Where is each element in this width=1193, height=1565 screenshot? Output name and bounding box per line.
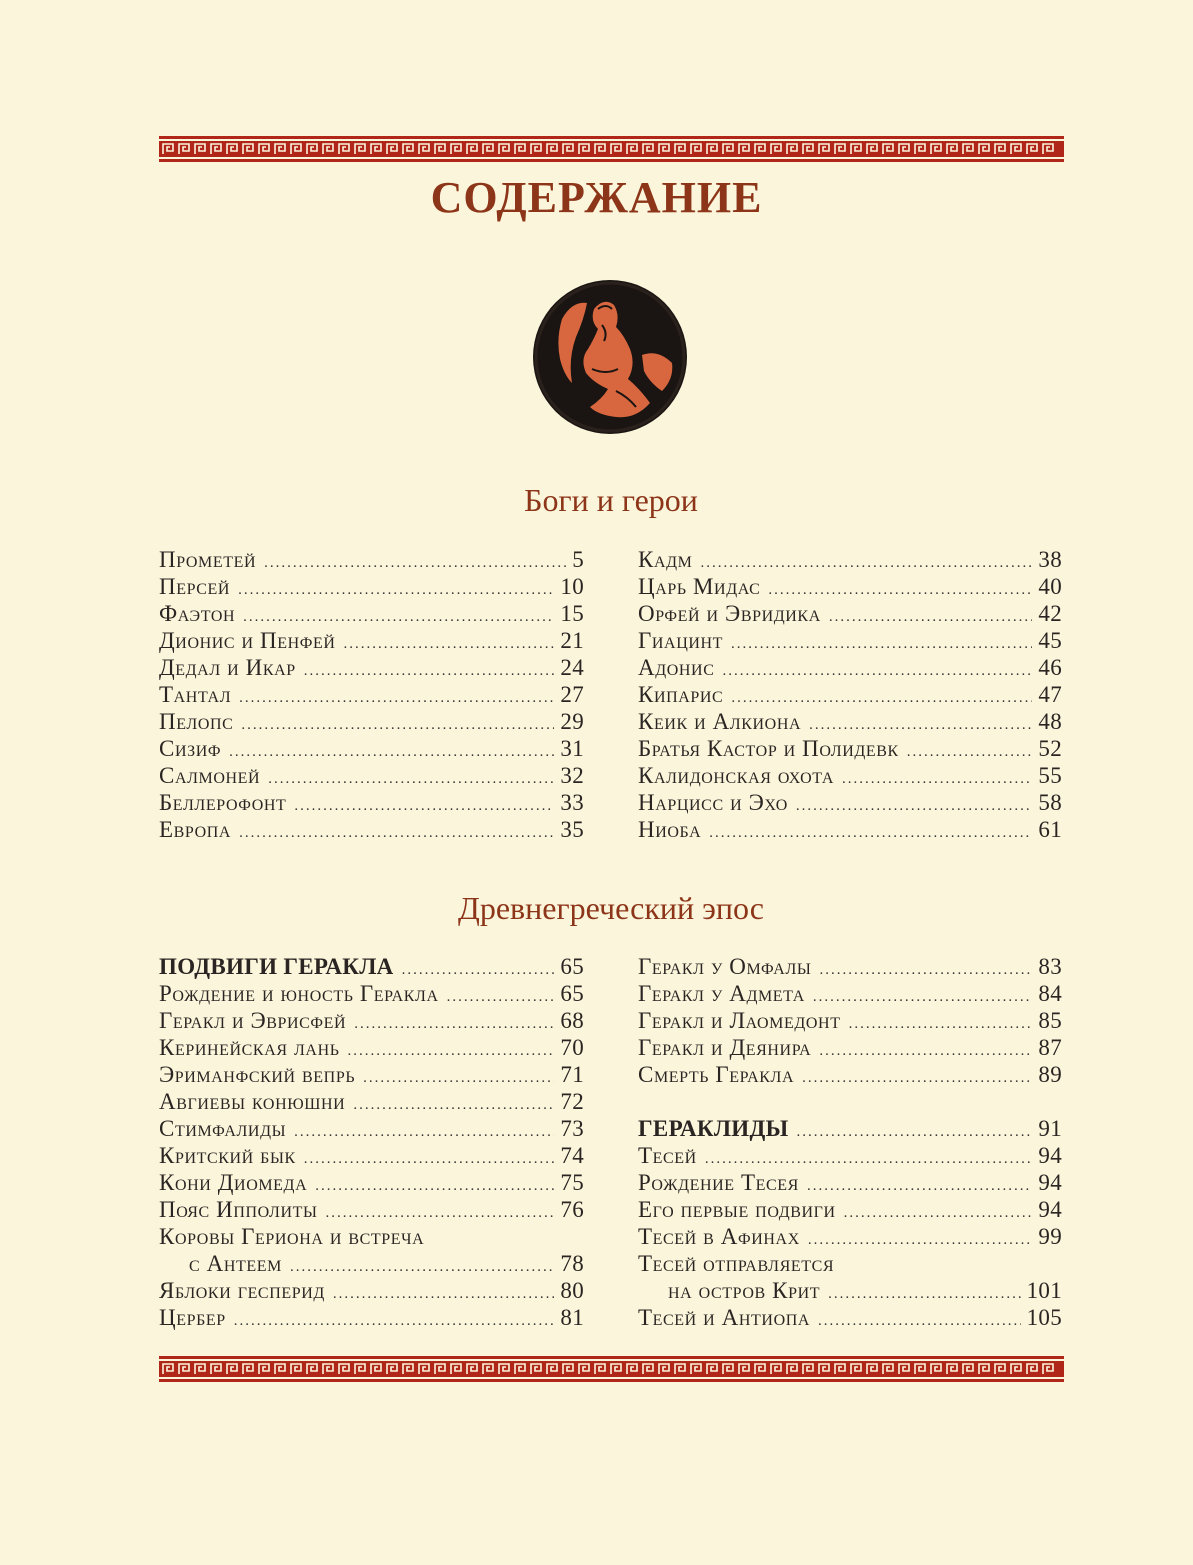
toc-entry-page: 76 [560,1197,584,1222]
toc-entry[interactable] [638,816,1062,843]
toc-leader-dots [241,712,554,739]
toc-entry-page: 84 [1038,981,1062,1006]
toc-entry[interactable] [159,953,584,980]
toc-entry[interactable] [638,1142,1062,1169]
toc-entry-page: 68 [560,1008,584,1033]
toc-leader-dots [304,1146,555,1173]
toc-entry[interactable] [638,1196,1062,1223]
toc-entry-page: 58 [1038,790,1062,815]
toc-entry-title: Тесей отправляется [638,1251,835,1276]
toc-entry-title: Геракл у Адмета [638,981,805,1006]
toc-entry-title: Рождение и юность Геракла [159,981,439,1006]
toc-entry-title: Калидонская охота [638,763,834,788]
toc-entry-page: 94 [1038,1143,1062,1168]
toc-entry-title: Смерть Геракла [638,1062,795,1087]
toc-leader-dots [290,1254,554,1281]
toc-entry-title: Кадм [638,547,693,572]
toc-leader-dots [829,604,1033,631]
toc-entry[interactable] [159,980,584,1007]
toc-column-gods-right [638,546,1062,843]
toc-entry[interactable] [159,1061,584,1088]
toc-entry-title: Беллерофонт [159,790,287,815]
toc-entry-title: Авгиевы конюшни [159,1089,346,1114]
toc-entry-title: Фаэтон [159,601,236,626]
toc-entry-title: Дионис и Пенфей [159,628,336,653]
toc-entry-page: 47 [1038,682,1062,707]
toc-column-epic-left [159,953,584,1331]
toc-entry-page: 32 [560,763,584,788]
toc-leader-dots [238,577,554,604]
toc-leader-dots [229,739,554,766]
toc-entry[interactable] [159,654,584,681]
toc-entry-page: 21 [560,628,584,653]
toc-leader-dots [819,1038,1032,1065]
toc-leader-dots [813,984,1033,1011]
toc-entry-title: Салмоней [159,763,261,788]
section-title-epic: Древнегреческий эпос [458,890,764,926]
toc-entry-title: ПОДВИГИ ГЕРАКЛА [159,954,394,979]
toc-entry[interactable] [638,627,1062,654]
toc-column-epic-right [638,953,1062,1331]
toc-entry[interactable] [159,1088,584,1115]
toc-leader-dots [353,1092,554,1119]
toc-entry-title: Гиацинт [638,628,724,653]
toc-entry-page: 81 [560,1305,584,1330]
toc-entry[interactable] [638,953,1062,980]
toc-entry-page: 87 [1038,1035,1062,1060]
toc-leader-dots [808,1227,1033,1254]
toc-leader-dots [344,631,555,658]
toc-entry[interactable] [638,1304,1062,1331]
toc-entry-title: Европа [159,817,232,842]
toc-entry-page: 42 [1038,601,1062,626]
toc-entry-page: 105 [1026,1305,1062,1330]
toc-entry-title: Персей [159,574,231,599]
toc-entry[interactable] [638,980,1062,1007]
toc-leader-dots [234,1308,555,1335]
toc-entry[interactable] [638,762,1062,789]
toc-entry-page: 38 [1038,547,1062,572]
toc-entry[interactable] [159,1142,584,1169]
toc-leader-dots [828,1281,1021,1308]
toc-entry-page: 52 [1038,736,1062,761]
toc-entry-page: 85 [1038,1008,1062,1033]
toc-entry-title: Пояс Ипполиты [159,1197,318,1222]
toc-leader-dots [354,1011,554,1038]
toc-leader-dots [797,1119,1033,1146]
toc-entry[interactable] [159,573,584,600]
toc-leader-dots [802,1065,1032,1092]
toc-entry[interactable] [159,1196,584,1223]
toc-entry-title: Геракл и Деянира [638,1035,812,1060]
toc-entry-title: Критский бык [159,1143,296,1168]
toc-entry[interactable] [638,1007,1062,1034]
toc-entry[interactable] [159,681,584,708]
toc-entry[interactable] [159,627,584,654]
toc-entry-title: Его первые подвиги [638,1197,836,1222]
toc-entry-page: 65 [560,954,584,979]
toc-entry[interactable] [159,1250,584,1277]
toc-entry-page: 83 [1038,954,1062,979]
toc-entry-page: 99 [1038,1224,1062,1249]
toc-entry[interactable] [638,1034,1062,1061]
toc-entry[interactable] [638,789,1062,816]
toc-leader-dots [722,658,1032,685]
toc-entry-title: Цербер [159,1305,226,1330]
toc-leader-dots [447,984,555,1011]
toc-leader-dots [849,1011,1033,1038]
toc-entry[interactable] [638,735,1062,762]
toc-entry-title: Стимфалиды [159,1116,287,1141]
toc-entry-page: 94 [1038,1197,1062,1222]
toc-entry-title: Керинейская лань [159,1035,340,1060]
toc-leader-dots [294,793,554,820]
toc-entry-page: 29 [560,709,584,734]
toc-entry-page: 78 [560,1251,584,1276]
greek-vase-medallion [532,279,688,435]
toc-leader-dots [818,1308,1021,1335]
toc-entry-title: Дедал и Икар [159,655,296,680]
toc-entry[interactable] [159,789,584,816]
toc-entry-title: Тантал [159,682,232,707]
toc-entry[interactable] [638,1277,1062,1304]
toc-entry-title: Яблоки гесперид [159,1278,325,1303]
toc-entry-page: 65 [560,981,584,1006]
toc-entry-page: 71 [560,1062,584,1087]
toc-entry-title: ГЕРАКЛИДЫ [638,1116,789,1141]
toc-entry[interactable] [159,600,584,627]
toc-entry-page: 89 [1038,1062,1062,1087]
toc-entry-title: на остров Крит [668,1278,821,1303]
toc-entry[interactable] [638,546,1062,573]
toc-leader-dots [363,1065,554,1092]
page-title: СОДЕРЖАНИЕ [430,173,763,222]
toc-entry-page: 10 [560,574,584,599]
toc-entry[interactable] [638,1061,1062,1088]
section-title-gods: Боги и герои [524,482,698,518]
toc-entry-title: Рождение Тесея [638,1170,799,1195]
toc-entry-title: Геракл и Лаомедонт [638,1008,841,1033]
toc-entry-page: 45 [1038,628,1062,653]
toc-entry-title: Царь Мидас [638,574,761,599]
toc-entry[interactable] [638,600,1062,627]
toc-leader-dots [315,1173,554,1200]
toc-entry-page: 55 [1038,763,1062,788]
greek-key-border-bottom [159,1356,1064,1382]
toc-entry[interactable] [159,1007,584,1034]
toc-entry-page: 48 [1038,709,1062,734]
toc-entry-page: 40 [1038,574,1062,599]
toc-leader-dots [294,1119,554,1146]
toc-entry[interactable] [638,573,1062,600]
toc-entry-title: Геракл и Эврисфей [159,1008,347,1033]
toc-entry-title: Ниоба [638,817,702,842]
toc-entry-title: Прометей [159,547,257,572]
toc-entry[interactable] [638,1250,1062,1277]
toc-leader-dots [304,658,555,685]
toc-entry-title: Сизиф [159,736,222,761]
toc-entry-title: Коровы Гериона и встреча [159,1224,425,1249]
toc-leader-dots [907,739,1033,766]
toc-entry-title: Эриманфский вепрь [159,1062,356,1087]
toc-entry-title: Пелопс [159,709,234,734]
toc-entry-title: с Антеем [189,1251,282,1276]
toc-entry-page: 35 [560,817,584,842]
toc-entry-page: 80 [560,1278,584,1303]
toc-leader-dots [731,631,1032,658]
toc-entry[interactable] [638,681,1062,708]
toc-column-gods-left [159,546,584,843]
toc-entry[interactable] [159,1304,584,1331]
toc-leader-dots [348,1038,555,1065]
toc-entry[interactable] [159,1169,584,1196]
toc-leader-dots [239,820,554,847]
toc-entry-title: Адонис [638,655,715,680]
toc-entry-page: 70 [560,1035,584,1060]
greek-key-border-top [159,136,1064,162]
toc-entry-page: 61 [1038,817,1062,842]
toc-entry-title: Тесей в Афинах [638,1224,800,1249]
toc-entry[interactable] [159,1223,584,1250]
toc-entry[interactable] [159,1034,584,1061]
toc-entry[interactable] [638,654,1062,681]
toc-entry[interactable] [638,708,1062,735]
toc-entry[interactable] [159,816,584,843]
toc-entry-page: 72 [560,1089,584,1114]
toc-leader-dots [709,820,1032,847]
toc-entry[interactable] [638,1223,1062,1250]
toc-entry[interactable] [159,735,584,762]
toc-entry-page: 15 [560,601,584,626]
toc-entry-page: 94 [1038,1170,1062,1195]
toc-entry-page: 73 [560,1116,584,1141]
toc-leader-dots [842,766,1032,793]
toc-entry-page: 31 [560,736,584,761]
toc-spacer [638,1088,1062,1115]
toc-entry-title: Кипарис [638,682,724,707]
toc-entry-page: 101 [1026,1278,1062,1303]
toc-entry-page: 74 [560,1143,584,1168]
toc-entry-page: 5 [572,547,584,572]
toc-entry-title: Тесей [638,1143,697,1168]
toc-entry-title: Братья Кастор и Полидевк [638,736,899,761]
toc-leader-dots [844,1200,1033,1227]
toc-entry[interactable] [159,762,584,789]
toc-entry-page: 46 [1038,655,1062,680]
toc-leader-dots [807,1173,1032,1200]
toc-entry-title: Геракл у Омфалы [638,954,812,979]
toc-entry[interactable] [159,708,584,735]
toc-entry[interactable] [159,1115,584,1142]
toc-entry-page: 75 [560,1170,584,1195]
toc-entry[interactable] [159,546,584,573]
toc-entry-title: Кони Диомеда [159,1170,308,1195]
toc-entry[interactable] [638,1115,1062,1142]
toc-leader-dots [333,1281,554,1308]
toc-leader-dots [268,766,554,793]
toc-entry-page: 27 [560,682,584,707]
toc-entry-page: 24 [560,655,584,680]
toc-leader-dots [264,550,566,577]
toc-entry-title: Кеик и Алкиона [638,709,802,734]
toc-entry-title: Нарцисс и Эхо [638,790,788,815]
toc-leader-dots [796,793,1033,820]
toc-entry-title: Орфей и Эвридика [638,601,821,626]
toc-entry-title: Тесей и Антиопа [638,1305,811,1330]
toc-leader-dots [819,957,1032,984]
toc-entry-page: 91 [1038,1116,1062,1141]
toc-entry[interactable] [638,1169,1062,1196]
toc-leader-dots [239,685,554,712]
toc-entry[interactable] [159,1277,584,1304]
toc-entry-page: 33 [560,790,584,815]
